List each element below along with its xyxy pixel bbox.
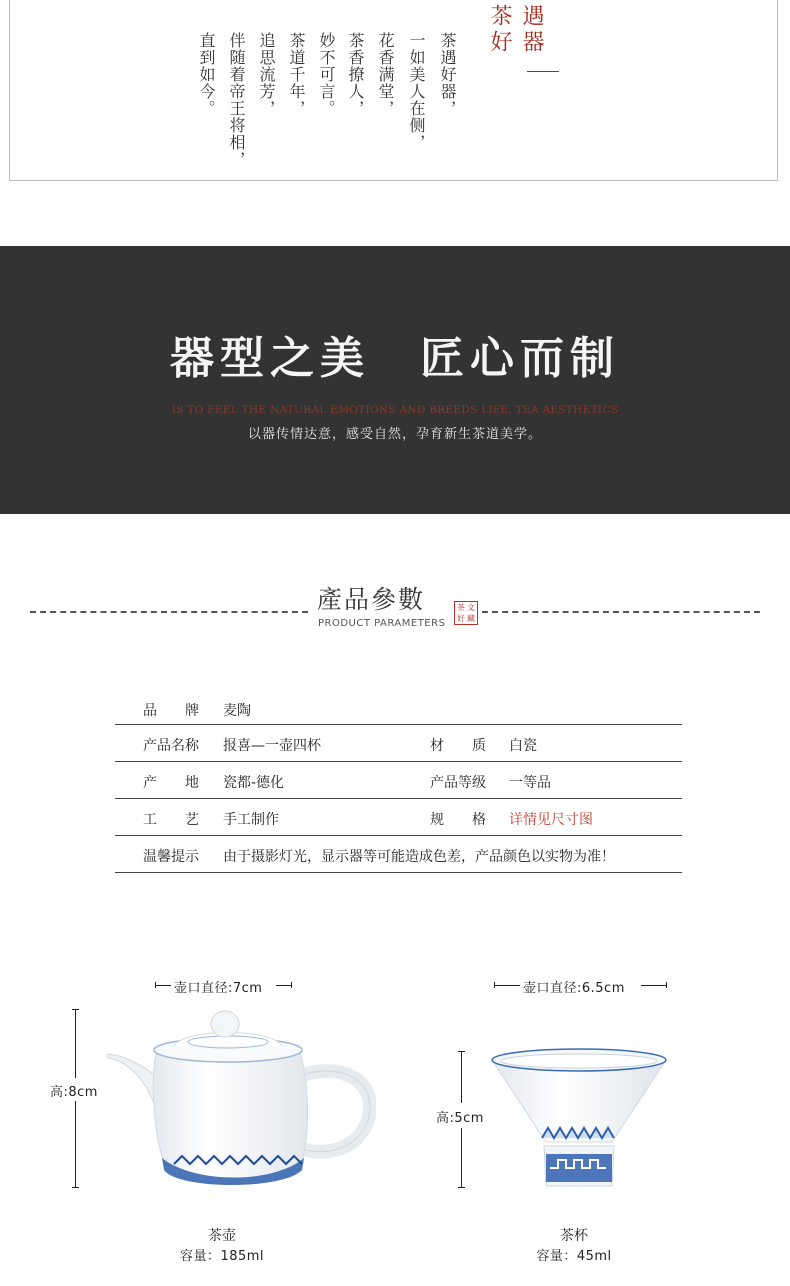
teapot-height-dim-line-top <box>75 1009 76 1078</box>
teapot-mouth-dim-line-left <box>155 985 171 986</box>
teapot-height-dim-tick-bottom <box>72 1187 79 1188</box>
teapot-image <box>104 1008 376 1194</box>
banner-subtitle-cn: 以器传情达意，感受自然，孕育新生茶道美学。 <box>247 427 542 442</box>
param-key: 产品等级 <box>430 775 486 791</box>
poem-line-9: 直到如今。 <box>197 32 216 117</box>
param-value: 由于摄影灯光，显示器等可能造成色差，产品颜色以实物为准！ <box>223 849 615 865</box>
teapot-capacity: 容量：185ml <box>179 1249 265 1264</box>
seal-title-col-1: 遇器 <box>519 4 544 56</box>
banner-title: 器型之美 匠心而制 <box>170 333 620 384</box>
table-row <box>115 725 682 762</box>
params-heading: 產品參數 <box>317 585 426 614</box>
cup-height-dim-line-bottom <box>461 1128 462 1187</box>
cup-mouth-label: 壶口直径:6.5cm <box>523 981 625 996</box>
poem-line-1: 茶遇好器， <box>438 32 457 117</box>
param-key: 工 艺 <box>143 812 199 828</box>
cup-mouth-dim-tick-right <box>666 982 667 988</box>
table-row <box>115 799 682 836</box>
params-heading-en: PRODUCT PARAMETERS <box>318 618 446 629</box>
table-row <box>115 762 682 799</box>
poem-line-6: 茶道千年， <box>287 32 306 117</box>
seal-char: 茶 <box>457 603 465 612</box>
poem-line-2: 一如美人在侧， <box>407 32 426 151</box>
param-value: 一等品 <box>509 775 551 791</box>
table-row <box>115 690 682 725</box>
cup-height-dim-tick-bottom <box>458 1187 465 1188</box>
table-row <box>115 836 682 873</box>
teapot-mouth-dim-tick-right <box>291 982 292 988</box>
hero-banner <box>0 246 790 514</box>
banner-subtitle-en: IS TO FEEL THE NATURAL EMOTIONS AND BREEDS LIFE, TEA AESTHETICS <box>171 404 619 416</box>
poem-line-8: 伴随着帝王将相， <box>227 32 246 168</box>
params-table <box>115 690 682 873</box>
poem-line-3: 花香满堂， <box>376 32 395 117</box>
cup-mouth-dim-line-right <box>641 985 666 986</box>
teapot-mouth-dim-line-right <box>276 985 292 986</box>
param-value: 白瓷 <box>509 738 537 754</box>
param-key: 品 牌 <box>143 703 199 719</box>
teapot-mouth-label: 壶口直径:7cm <box>174 981 263 996</box>
size-chart-link[interactable]: 详情见尺寸图 <box>509 812 593 828</box>
heading-divider-right <box>482 611 760 613</box>
param-key: 产 地 <box>143 775 199 791</box>
cup-height-dim-line-top <box>461 1051 462 1103</box>
poem-line-7: 追思流芳， <box>257 32 276 117</box>
param-value: 麦陶 <box>223 703 251 719</box>
seal-stamp <box>454 601 478 625</box>
seal-char: 藏 <box>467 614 475 623</box>
teapot-height-label: 高:8cm <box>50 1085 98 1100</box>
seal-title-col-2: 茶好 <box>487 4 512 56</box>
param-key: 材 质 <box>430 738 486 754</box>
poem-line-5: 妙不可言。 <box>317 32 336 117</box>
seal-char: 好 <box>457 614 465 623</box>
param-value: 手工制作 <box>223 812 279 828</box>
cup-name: 茶杯 <box>560 1228 588 1244</box>
param-value: 报喜—一壶四杯 <box>223 738 321 754</box>
param-key: 温馨提示 <box>143 849 199 865</box>
seal-underline <box>527 71 559 72</box>
teapot-height-dim-line-bottom <box>75 1101 76 1187</box>
cup-capacity: 容量：45ml <box>536 1249 612 1264</box>
heading-divider-left <box>30 611 308 613</box>
param-value: 瓷都-德化 <box>223 775 285 791</box>
teapot-name: 茶壶 <box>208 1228 236 1244</box>
cup-height-label: 高:5cm <box>436 1111 484 1126</box>
cup-mouth-dim-line-left <box>494 985 520 986</box>
seal-char: 文 <box>467 603 475 612</box>
param-key: 规 格 <box>430 812 486 828</box>
param-key: 产品名称 <box>143 738 199 754</box>
cup-image <box>488 1046 670 1196</box>
poem-line-4: 茶香撩人， <box>346 32 365 117</box>
